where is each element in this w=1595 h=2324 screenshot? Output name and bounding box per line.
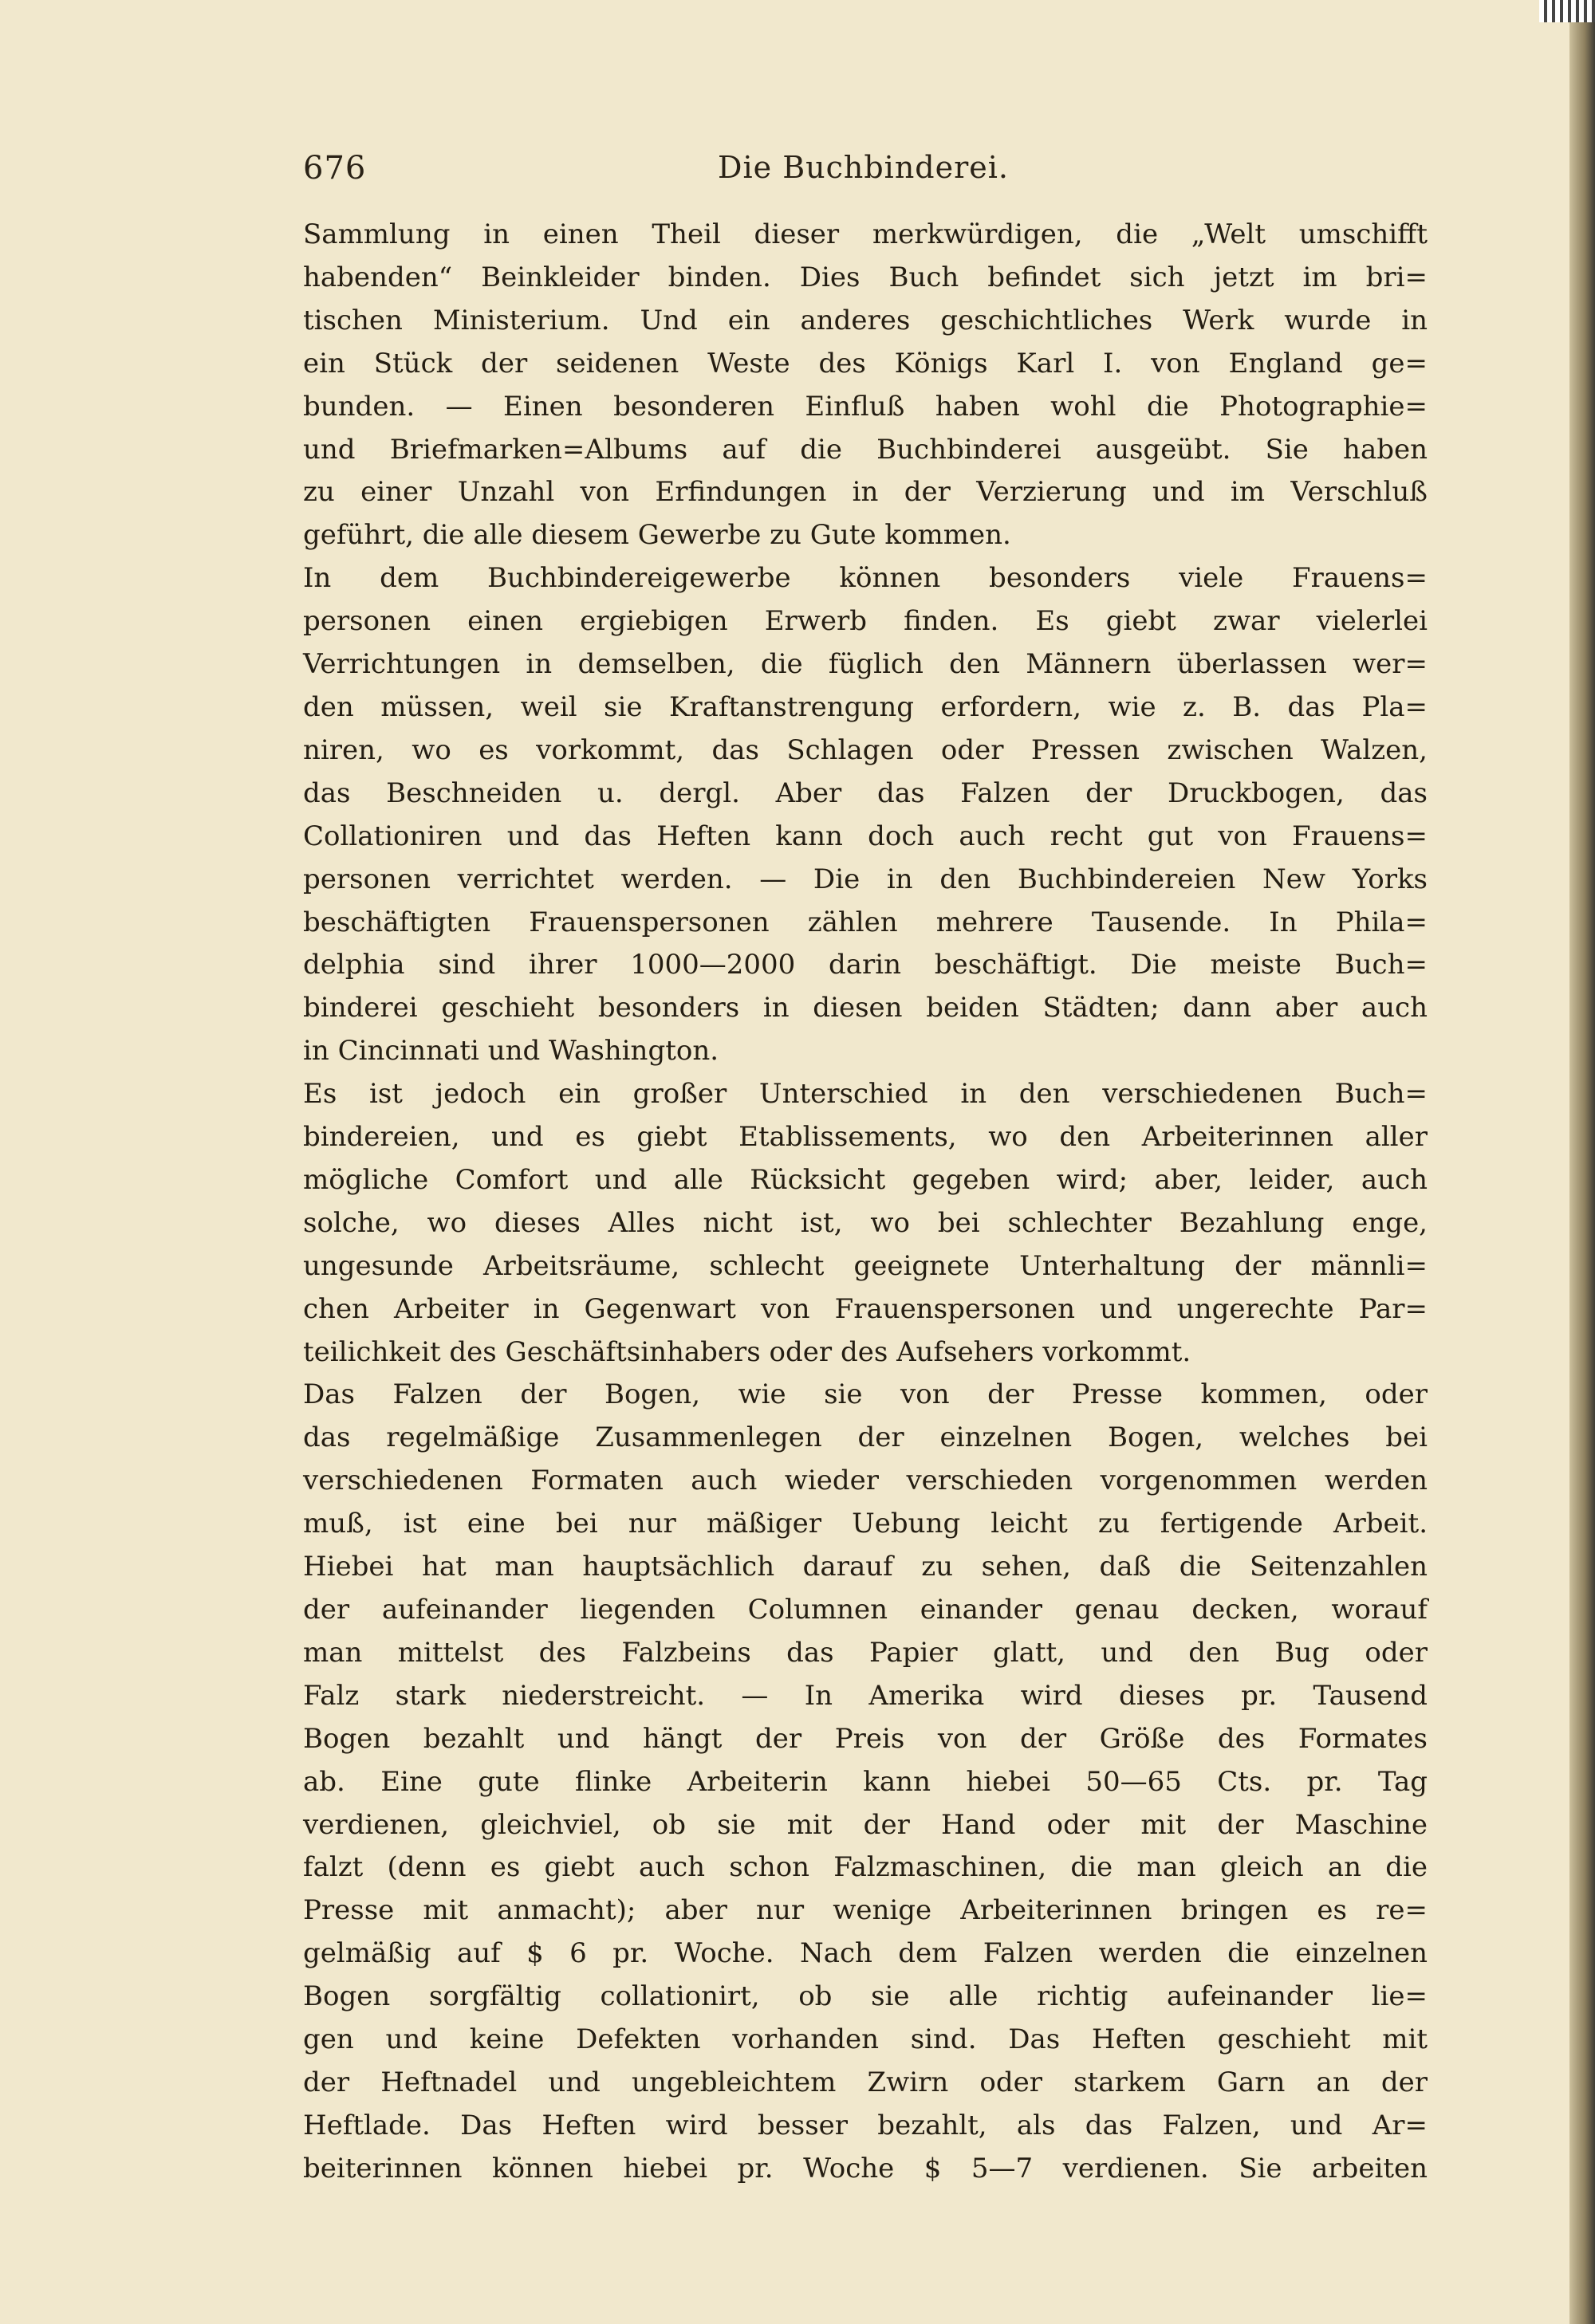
text-line: Presse mit anmacht); aber nur wenige Arbeiterinnen bringen es re= (303, 1894, 1428, 1927)
text-line: das Beschneiden u. dergl. Aber das Falzen der Druckbogen, das (303, 777, 1428, 809)
text-line: in Cincinnati und Washington. (303, 1035, 719, 1068)
text-line: muß, ist eine bei nur mäßiger Uebung leicht zu fertigende Arbeit. (303, 1508, 1428, 1540)
text-line: ein Stück der seidenen Weste des Königs Karl I. von England ge= (303, 347, 1428, 379)
text-line: ungesunde Arbeitsräume, schlecht geeignete Unterhaltung der männli= (303, 1249, 1428, 1282)
text-line: Sammlung in einen Theil dieser merkwürdigen, die „Welt umschifft (303, 218, 1428, 250)
text-line: Heftlade. Das Heften wird besser bezahlt, als das Falzen, und Ar= (303, 2109, 1428, 2141)
paragraph (303, 214, 1428, 557)
text-line: solche, wo dieses Alles nicht ist, wo bei schlechter Bezahlung enge, (303, 1206, 1428, 1239)
text-line: Collationiren und das Heften kann doch auch recht gut von Frauens= (303, 820, 1428, 852)
paragraph (303, 557, 1428, 1073)
text-line: Bogen sorgfältig collationirt, ob sie alle richtig aufeinander lie= (303, 1980, 1428, 2013)
text-line: In dem Buchbindereigewerbe können besonders viele Frauens= (303, 562, 1428, 595)
text-line: beiterinnen können hiebei pr. Woche $ 5—7 verdienen. Sie arbeiten (303, 2152, 1428, 2184)
text-line: niren, wo es vorkommt, das Schlagen oder Pressen zwischen Walzen, (303, 733, 1428, 766)
body-text (303, 214, 1428, 2191)
text-line: den müssen, weil sie Kraftanstrengung erfordern, wie z. B. das Pla= (303, 690, 1428, 723)
text-line: der Heftnadel und ungebleichtem Zwirn oder starkem Garn an der (303, 2066, 1428, 2098)
text-line: gelmäßig auf $ 6 pr. Woche. Nach dem Falzen werden die einzelnen (303, 1937, 1428, 1970)
text-line: Bogen bezahlt und hängt der Preis von der Größe des Formates (303, 1722, 1428, 1755)
text-line: bindereien, und es giebt Etablissements, wo den Arbeiterinnen aller (303, 1121, 1428, 1154)
running-title: Die Buchbinderei. (718, 150, 1009, 185)
text-line: verdienen, gleichviel, ob sie mit der Hand oder mit der Maschine (303, 1808, 1428, 1841)
text-line: geführt, die alle diesem Gewerbe zu Gute kommen. (303, 519, 1011, 552)
binding-ribbon-detail (1539, 0, 1595, 22)
text-line: ab. Eine gute flinke Arbeiterin kann hiebei 50—65 Cts. pr. Tag (303, 1765, 1428, 1798)
text-line: teilichkeit des Geschäftsinhabers oder des Aufsehers vorkommt. (303, 1335, 1191, 1368)
text-line: beschäftigten Frauenspersonen zählen mehrere Tausende. In Phila= (303, 906, 1428, 938)
text-line: und Briefmarken=Albums auf die Buchbinderei ausgeübt. Sie haben (303, 433, 1428, 466)
text-line: binderei geschieht besonders in diesen beiden Städten; dann aber auch (303, 992, 1428, 1024)
text-line: tischen Ministerium. Und ein anderes geschichtliches Werk wurde in (303, 304, 1428, 336)
paragraph (303, 1374, 1428, 2190)
text-line: verschiedenen Formaten auch wieder verschieden vorgenommen werden (303, 1465, 1428, 1497)
text-line: Das Falzen der Bogen, wie sie von der Presse kommen, oder (303, 1378, 1428, 1411)
text-line: man mittelst des Falzbeins das Papier glatt, und den Bug oder (303, 1636, 1428, 1669)
text-line: zu einer Unzahl von Erfindungen in der Verzierung und im Verschluß (303, 476, 1428, 509)
text-line: delphia sind ihrer 1000—2000 darin beschäftigt. Die meiste Buch= (303, 949, 1428, 981)
text-line: Hiebei hat man hauptsächlich darauf zu sehen, daß die Seitenzahlen (303, 1551, 1428, 1583)
text-line: chen Arbeiter in Gegenwart von Frauenspersonen und ungerechte Par= (303, 1292, 1428, 1325)
paragraph (303, 1073, 1428, 1374)
page-number: 676 (303, 150, 367, 187)
text-line: personen verrichtet werden. — Die in den Buchbindereien New Yorks (303, 863, 1428, 895)
text-line: Falz stark niederstreicht. — In Amerika wird dieses pr. Tausend (303, 1679, 1428, 1712)
text-line: falzt (denn es giebt auch schon Falzmaschinen, die man gleich an die (303, 1851, 1428, 1884)
text-line: mögliche Comfort und alle Rücksicht gegeben wird; aber, leider, auch (303, 1163, 1428, 1196)
text-line: habenden“ Beinkleider binden. Dies Buch befindet sich jetzt im bri= (303, 261, 1428, 293)
text-line: personen einen ergiebigen Erwerb finden. Es giebt zwar vielerlei (303, 605, 1428, 638)
text-line: gen und keine Defekten vorhanden sind. Das Heften geschieht mit (303, 2023, 1428, 2056)
book-binding-edge (1569, 0, 1595, 2324)
text-line: das regelmäßige Zusammenlegen der einzelnen Bogen, welches bei (303, 1422, 1428, 1454)
text-line: bunden. — Einen besonderen Einfluß haben wohl die Photographie= (303, 390, 1428, 423)
text-line: Verrichtungen in demselben, die füglich den Männern überlassen wer= (303, 648, 1428, 681)
page-header (303, 150, 1428, 190)
text-line: Es ist jedoch ein großer Unterschied in den verschiedenen Buch= (303, 1078, 1428, 1111)
text-line: der aufeinander liegenden Columnen einander genau decken, worauf (303, 1594, 1428, 1626)
